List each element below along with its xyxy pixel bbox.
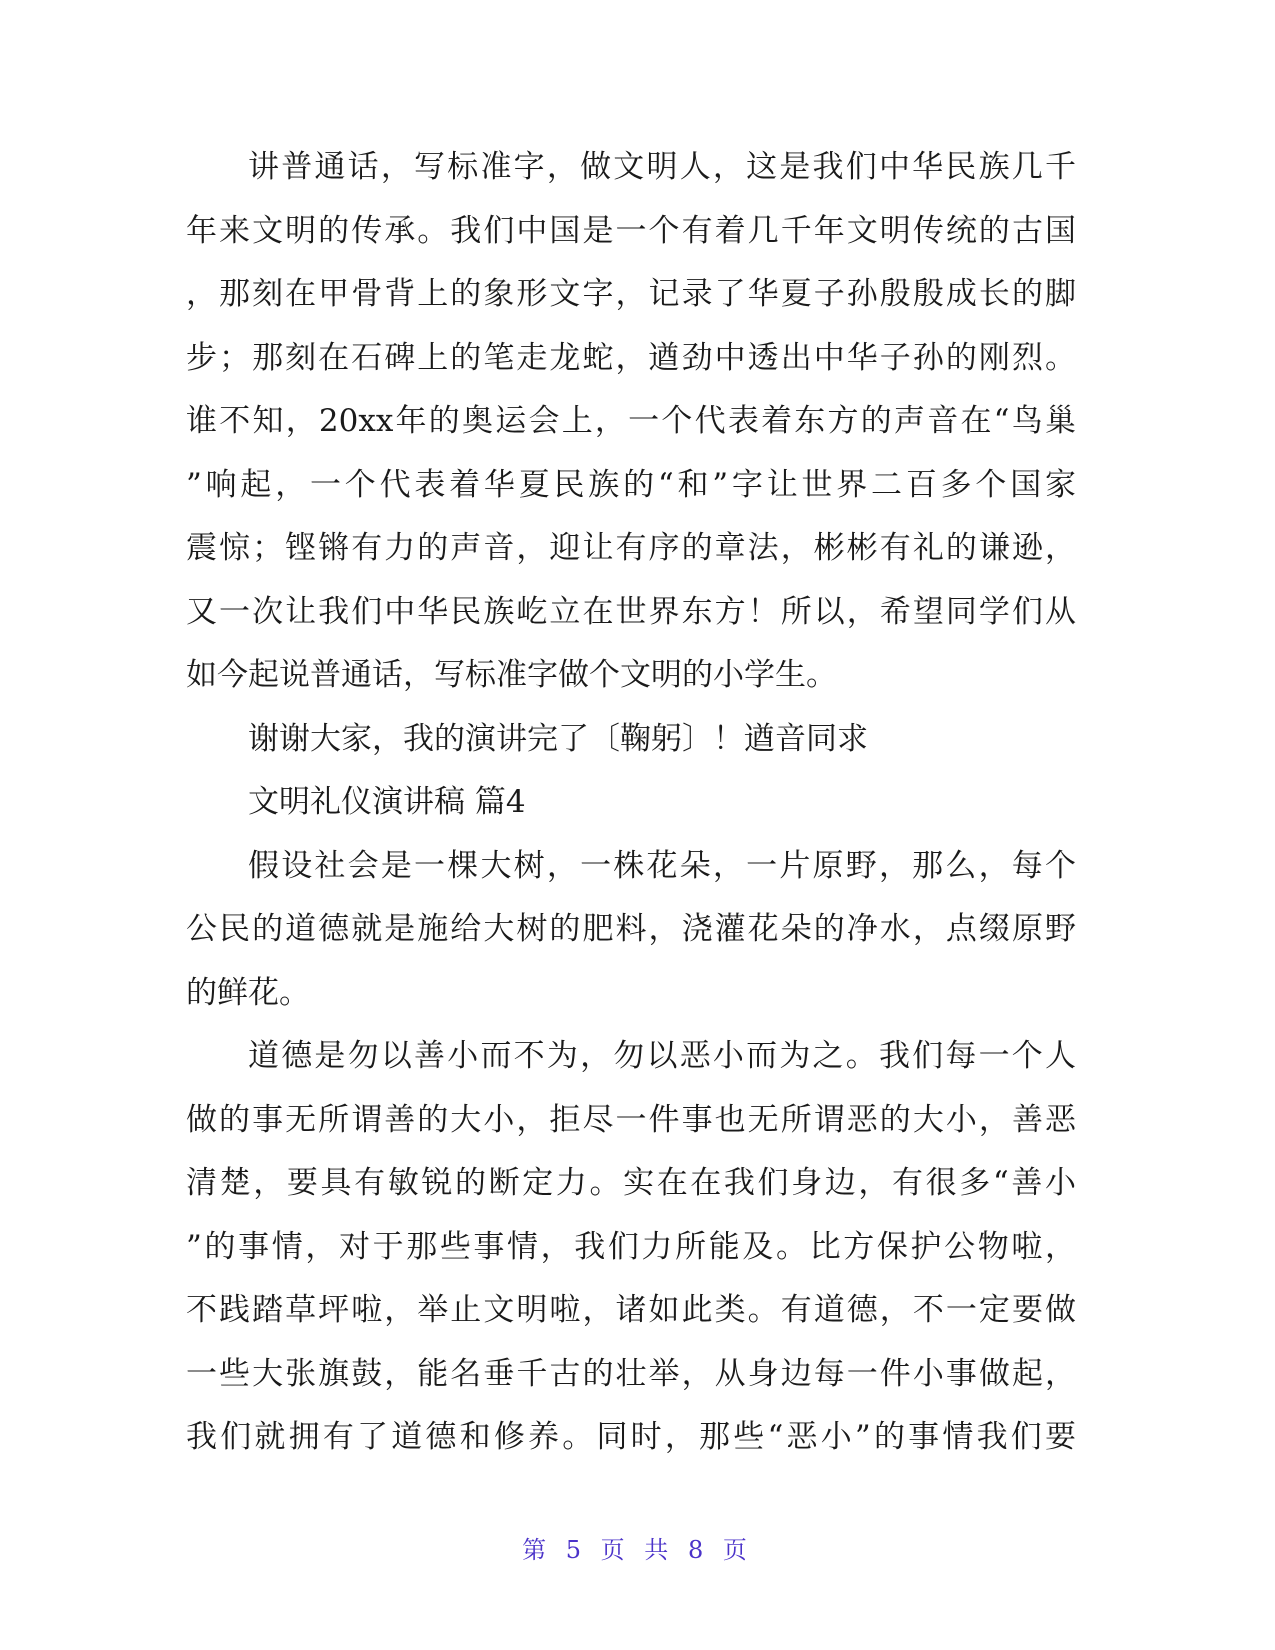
- text-line: 如今起说普通话，写标准字做个文明的小学生。: [186, 657, 837, 693]
- text-line: 一些大张旗鼓，能名垂千古的壮举，从身边每一件小事做起，: [186, 1355, 1076, 1392]
- text-line: 年来文明的传承。我们中国是一个有着几千年文明传统的古国: [186, 212, 1076, 249]
- paragraph: [186, 708, 1076, 772]
- text-line: 假设社会是一棵大树，一株花朵，一片原野，那么，每个: [248, 847, 1076, 884]
- text-line: 震惊；铿锵有力的声音，迎让有序的章法，彬彬有礼的谦逊，: [186, 530, 1076, 566]
- text-line: ”响起，一个代表着华夏民族的“和”字让世界二百多个国家: [186, 466, 1076, 503]
- paragraph: [186, 1025, 1076, 1470]
- text-line: 道德是勿以善小而不为，勿以恶小而为之。我们每一个人: [248, 1038, 1076, 1074]
- page-number: 第 5 页 共 8 页: [522, 1536, 753, 1564]
- text-line: 的鲜花。: [186, 974, 310, 1011]
- text-line: 谢谢大家，我的演讲完了〔鞠躬〕！遒音同求: [248, 720, 868, 757]
- text-line: ”的事情，对于那些事情，我们力所能及。比方保护公物啦，: [186, 1228, 1076, 1265]
- text-line: 做的事无所谓善的大小，拒尽一件事也无所谓恶的大小，善恶: [186, 1101, 1076, 1138]
- document-body: [186, 136, 1076, 1470]
- text-line: 公民的道德就是施给大树的肥料，浇灌花朵的净水，点缀原野: [186, 911, 1076, 947]
- paragraph: [186, 835, 1076, 1026]
- text-line: 清楚，要具有敏锐的断定力。实在在我们身边，有很多“善小: [186, 1165, 1076, 1201]
- text-line: 又一次让我们中华民族屹立在世界东方！所以，希望同学们从: [186, 593, 1076, 630]
- text-line: 不践踏草坪啦，举止文明啦，诸如此类。有道德，不一定要做: [186, 1292, 1076, 1328]
- text-line: 文明礼仪演讲稿 篇4: [248, 784, 526, 820]
- text-line: 步；那刻在石碑上的笔走龙蛇，遒劲中透出中华子孙的刚烈。: [186, 339, 1076, 376]
- text-line: 讲普通话，写标准字，做文明人，这是我们中华民族几千: [248, 149, 1076, 185]
- text-line: 谁不知，20xx年的奥运会上，一个代表着东方的声音在“鸟巢: [186, 403, 1076, 439]
- text-line: ，那刻在甲骨背上的象形文字，记录了华夏子孙殷殷成长的脚: [186, 276, 1076, 312]
- section-heading: [186, 771, 1076, 835]
- text-line: 我们就拥有了道德和修养。同时，那些“恶小”的事情我们要: [186, 1419, 1076, 1455]
- paragraph: [186, 136, 1076, 708]
